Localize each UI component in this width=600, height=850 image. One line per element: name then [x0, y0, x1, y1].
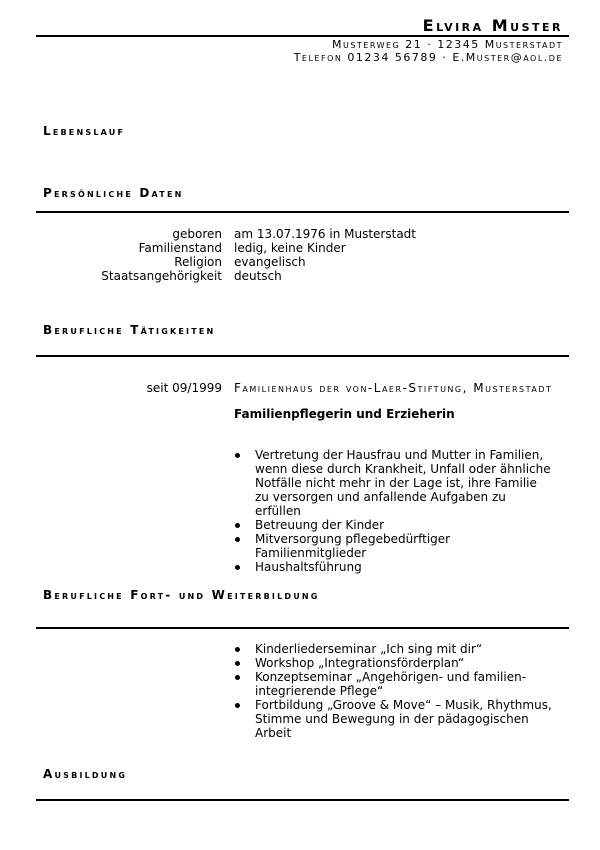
section-heading-training: Berufliche Fort- und Weiterbildung	[43, 588, 320, 602]
personal-value-birth: am 13.07.1976 in Musterstadt	[234, 227, 416, 241]
section-heading-work: Berufliche Tätigkeiten	[43, 323, 216, 337]
personal-value-marital: ledig, keine Kinder	[234, 241, 346, 255]
list-item: Betreuung der Kinder	[234, 518, 554, 532]
personal-label-birth: geboren	[172, 227, 222, 241]
work-role: Familienpflegerin und Erzieherin	[234, 407, 455, 421]
list-item: Konzeptseminar „Angehörigen- und familienintegrierende Pflege“	[234, 670, 554, 698]
contact-line: Telefon 01234 56789 · E.Muster@aol.de	[293, 51, 563, 64]
section-heading-personal: Persönliche Daten	[43, 186, 184, 200]
section-divider-work	[36, 355, 569, 357]
training-list	[234, 642, 554, 740]
section-divider-education	[36, 799, 569, 801]
section-divider-training	[36, 627, 569, 629]
applicant-name: Elvira Muster	[422, 16, 563, 35]
list-item: Fortbildung „Groove & Move“ – Musik, Rhythmus, Stimme und Bewegung in der pädagogischen Arbeit	[234, 698, 554, 740]
personal-value-nationality: deutsch	[234, 269, 282, 283]
list-item: Haushaltsführung	[234, 560, 554, 574]
section-heading-education: Ausbildung	[43, 767, 128, 781]
address-line: Musterweg 21 · 12345 Musterstadt	[331, 38, 563, 51]
work-task-list	[234, 448, 554, 574]
work-period: seit 09/1999	[146, 381, 222, 395]
list-item: Vertretung der Hausfrau und Mutter in Familien, wenn diese durch Krankheit, Unfall oder ähnliche Notfälle nicht mehr in der Lage ist, ihre Familie zu versorgen und anfallende Aufgaben zu erfüllen	[234, 448, 554, 518]
work-employer: Familienhaus der von-Laer-Stiftung, Musterstadt	[234, 381, 553, 395]
section-divider-personal	[36, 211, 569, 213]
personal-label-marital: Familienstand	[138, 241, 222, 255]
document-title: Lebenslauf	[43, 124, 126, 138]
header-divider	[36, 35, 569, 37]
personal-label-religion: Religion	[174, 255, 222, 269]
list-item: Mitversorgung pflegebedürftiger Familienmitglieder	[234, 532, 554, 560]
list-item: Workshop „Integrationsförderplan“	[234, 656, 554, 670]
list-item: Kinderliederseminar „Ich sing mit dir“	[234, 642, 554, 656]
personal-value-religion: evangelisch	[234, 255, 306, 269]
personal-label-nationality: Staatsangehörigkeit	[101, 269, 222, 283]
